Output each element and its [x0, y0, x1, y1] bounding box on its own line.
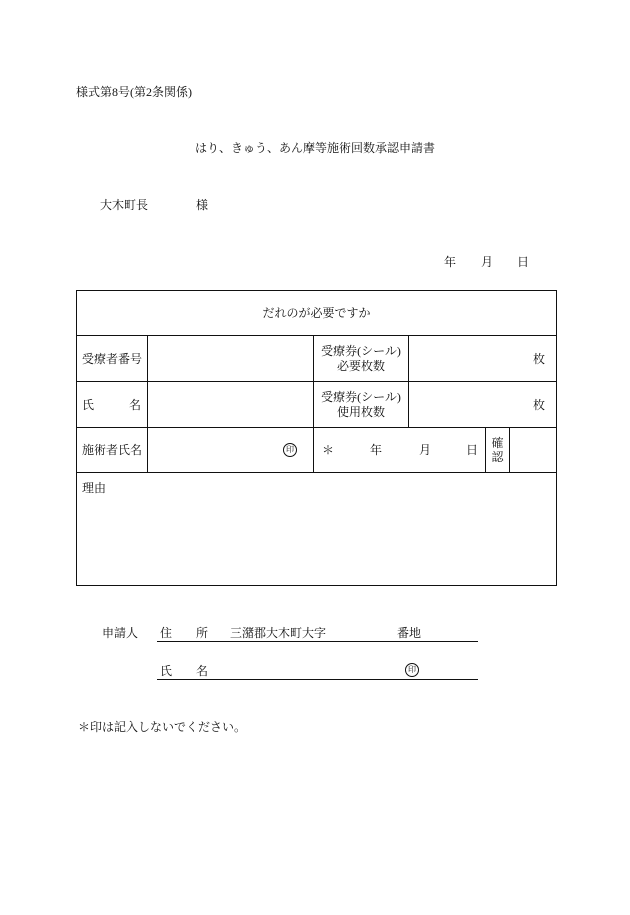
practitioner-label: 施術者氏名	[82, 443, 143, 457]
ticket-used-count-field	[409, 382, 556, 427]
addressee-honorific: 様	[196, 198, 209, 212]
application-table	[76, 290, 557, 586]
confirm-stamp-field	[510, 428, 556, 472]
address-prefix: 三潴郡大木町大字	[230, 626, 327, 640]
official-use-date-field	[314, 428, 485, 472]
table-header	[77, 291, 556, 335]
ticket-required-label	[314, 336, 408, 381]
ticket-required-count-field	[409, 336, 556, 381]
confirm-label: 確認	[491, 436, 504, 464]
applicant-label: 申請人	[102, 626, 139, 640]
official-month-label: 月	[419, 443, 432, 457]
patient-number-label: 受療者番号	[82, 351, 143, 366]
document-title: はり、きゅう、あん摩等施術回数承認申請書	[195, 141, 436, 155]
name-label	[82, 399, 141, 411]
reason-label: 理由	[82, 481, 107, 495]
count-unit: 枚	[532, 397, 545, 412]
ticket-required-label-line2: 必要枚数	[336, 358, 385, 373]
address-label-char-1: 住	[160, 626, 173, 640]
applicant-name-label-char-2: 名	[196, 664, 209, 678]
ticket-used-label-line1: 受療券(シール)	[321, 389, 401, 404]
form-number: 様式第8号(第2条関係)	[76, 85, 192, 99]
reason-field	[77, 473, 556, 585]
address-label-char-2: 所	[196, 626, 209, 640]
name-underline	[157, 679, 478, 680]
footnote: ＊印は記入しないでください。	[78, 720, 247, 734]
date-day-label: 日	[517, 255, 530, 269]
practitioner-name-field	[148, 428, 313, 472]
name-label-char-2: 名	[128, 397, 141, 412]
applicant-seal-mark: 印	[405, 663, 419, 677]
official-year-label: 年	[370, 443, 383, 457]
date-month-label: 月	[481, 255, 494, 269]
addressee-name: 大木町長	[100, 198, 149, 212]
applicant-name-label-char-1: 氏	[160, 664, 173, 678]
official-day-label: 日	[466, 443, 479, 457]
address-suffix: 番地	[397, 626, 422, 640]
practitioner-label-cell	[77, 428, 147, 472]
table-header-text: だれのが必要ですか	[262, 306, 371, 320]
ticket-required-label-line1: 受療券(シール)	[321, 343, 401, 358]
patient-number-field	[148, 336, 313, 381]
address-underline	[157, 641, 478, 642]
date-year-label: 年	[444, 255, 457, 269]
asterisk-mark: ＊	[322, 443, 335, 457]
confirm-label-cell	[486, 428, 509, 472]
seal-mark: 印	[283, 443, 297, 457]
name-field	[148, 382, 313, 427]
name-label-char-1: 氏	[82, 397, 95, 412]
name-label-cell	[77, 382, 147, 427]
ticket-used-label	[314, 382, 408, 427]
patient-number-label-cell	[77, 336, 147, 381]
ticket-used-label-line2: 使用枚数	[336, 404, 385, 419]
count-unit: 枚	[532, 351, 545, 366]
